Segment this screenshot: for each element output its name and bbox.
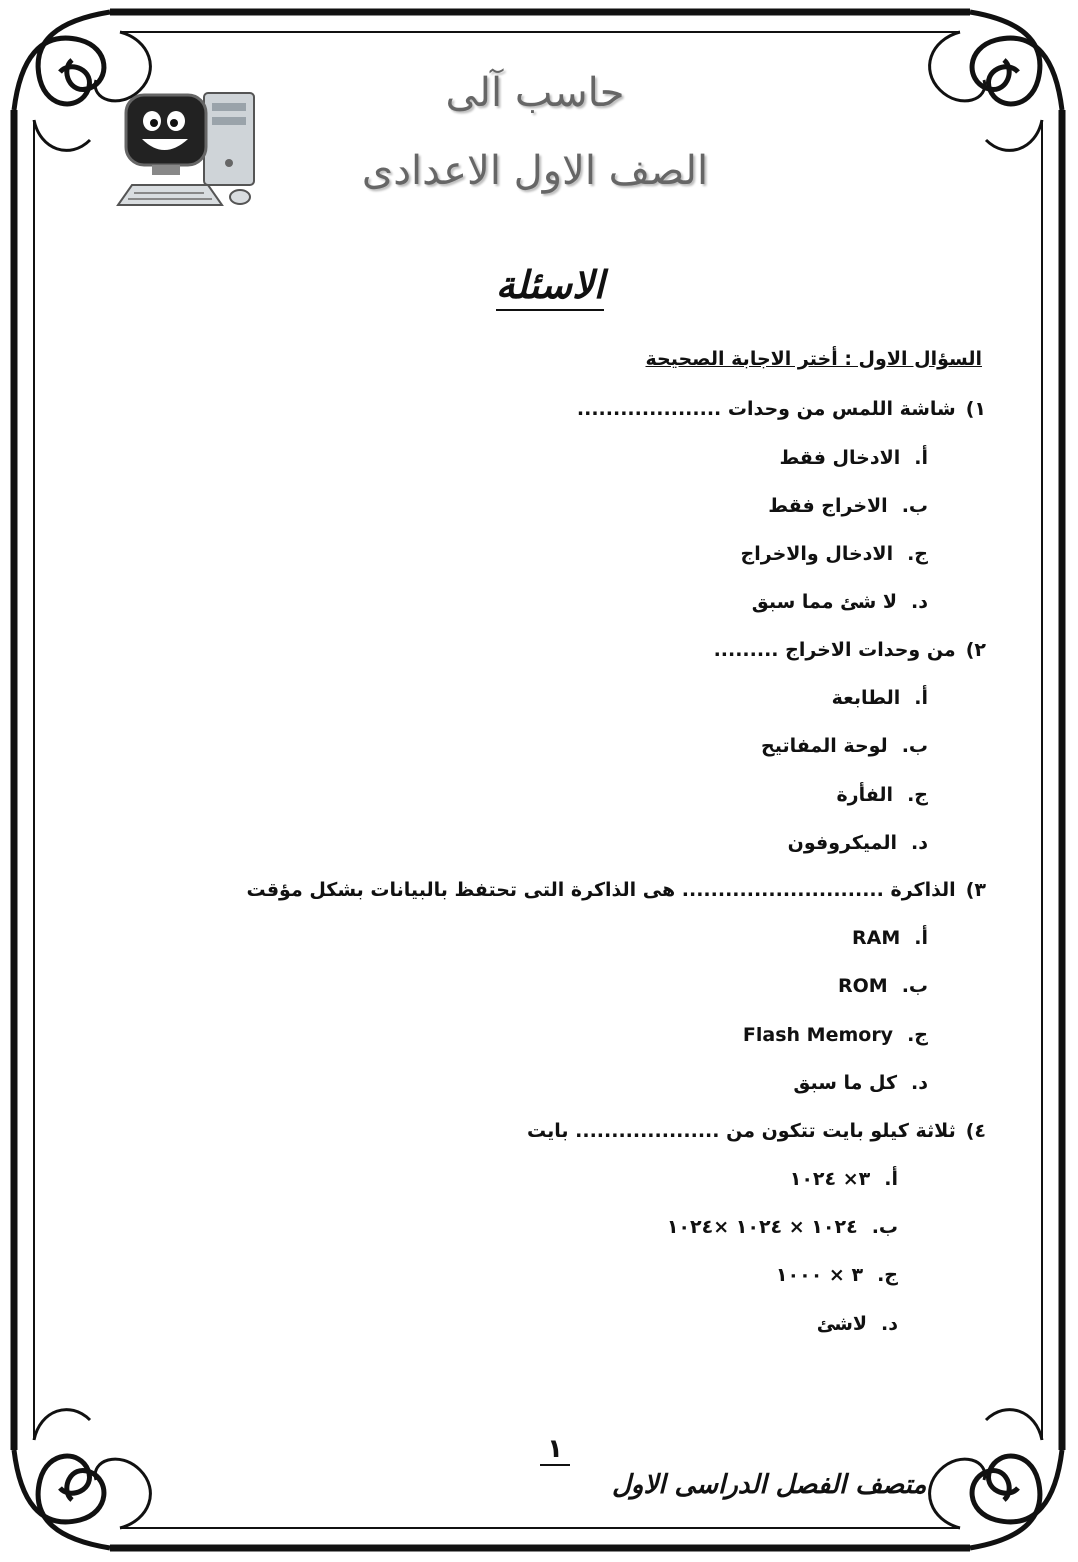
question-3-option-a: أ.RAM	[852, 927, 928, 949]
question-1: ١)شاشة اللمس من وحدات ....................	[576, 398, 986, 420]
computer-clipart-icon	[112, 85, 272, 215]
question-2-option-c: ج.الفأرة	[836, 784, 928, 806]
question-4-option-c: ج.٣ × ١٠٠٠	[775, 1264, 898, 1286]
question-2-option-b: ب.لوحة المفاتيح	[761, 735, 928, 757]
question-1-option-d: د.لا شئ مما سبق	[751, 591, 928, 613]
question-4-option-d: د.لاشئ	[816, 1313, 898, 1335]
question-2-option-a: أ.الطابعة	[831, 687, 928, 709]
question-group-heading: السؤال الاول : أختر الاجابة الصحيحة	[645, 348, 982, 370]
page-number: ١	[540, 1434, 570, 1466]
question-1-option-b: ب.الاخراج فقط	[768, 495, 928, 517]
question-3: ٣)الذاكرة ............................ هى الذاكرة التى تحتفظ بالبيانات بشكل مؤقت	[246, 879, 986, 901]
question-4-option-a: أ.٣× ١٠٢٤	[789, 1168, 898, 1190]
question-3-option-c: ج.Flash Memory	[742, 1024, 928, 1046]
question-2: ٢)من وحدات الاخراج .........	[713, 639, 986, 661]
question-1-option-c: ج.الادخال والاخراج	[740, 543, 928, 565]
subject-title: حاسب آلى	[445, 70, 625, 116]
question-1-option-a: أ.الادخال فقط	[779, 447, 928, 469]
section-title: الاسئلة	[450, 262, 650, 307]
question-2-option-d: د.الميكروفون	[787, 832, 928, 854]
footer-caption: متصف الفصل الدراسى الاول	[612, 1470, 927, 1500]
question-4-option-b: ب.١٠٢٤ × ١٠٢٤ ×١٠٢٤	[666, 1216, 898, 1238]
grade-title: الصف الاول الاعدادى	[361, 148, 709, 194]
question-3-option-b: ب.ROM	[837, 975, 928, 997]
question-4: ٤)ثلاثة كيلو بايت تتكون من .................... بايت	[527, 1120, 986, 1142]
question-3-option-d: د.كل ما سبق	[793, 1072, 928, 1094]
